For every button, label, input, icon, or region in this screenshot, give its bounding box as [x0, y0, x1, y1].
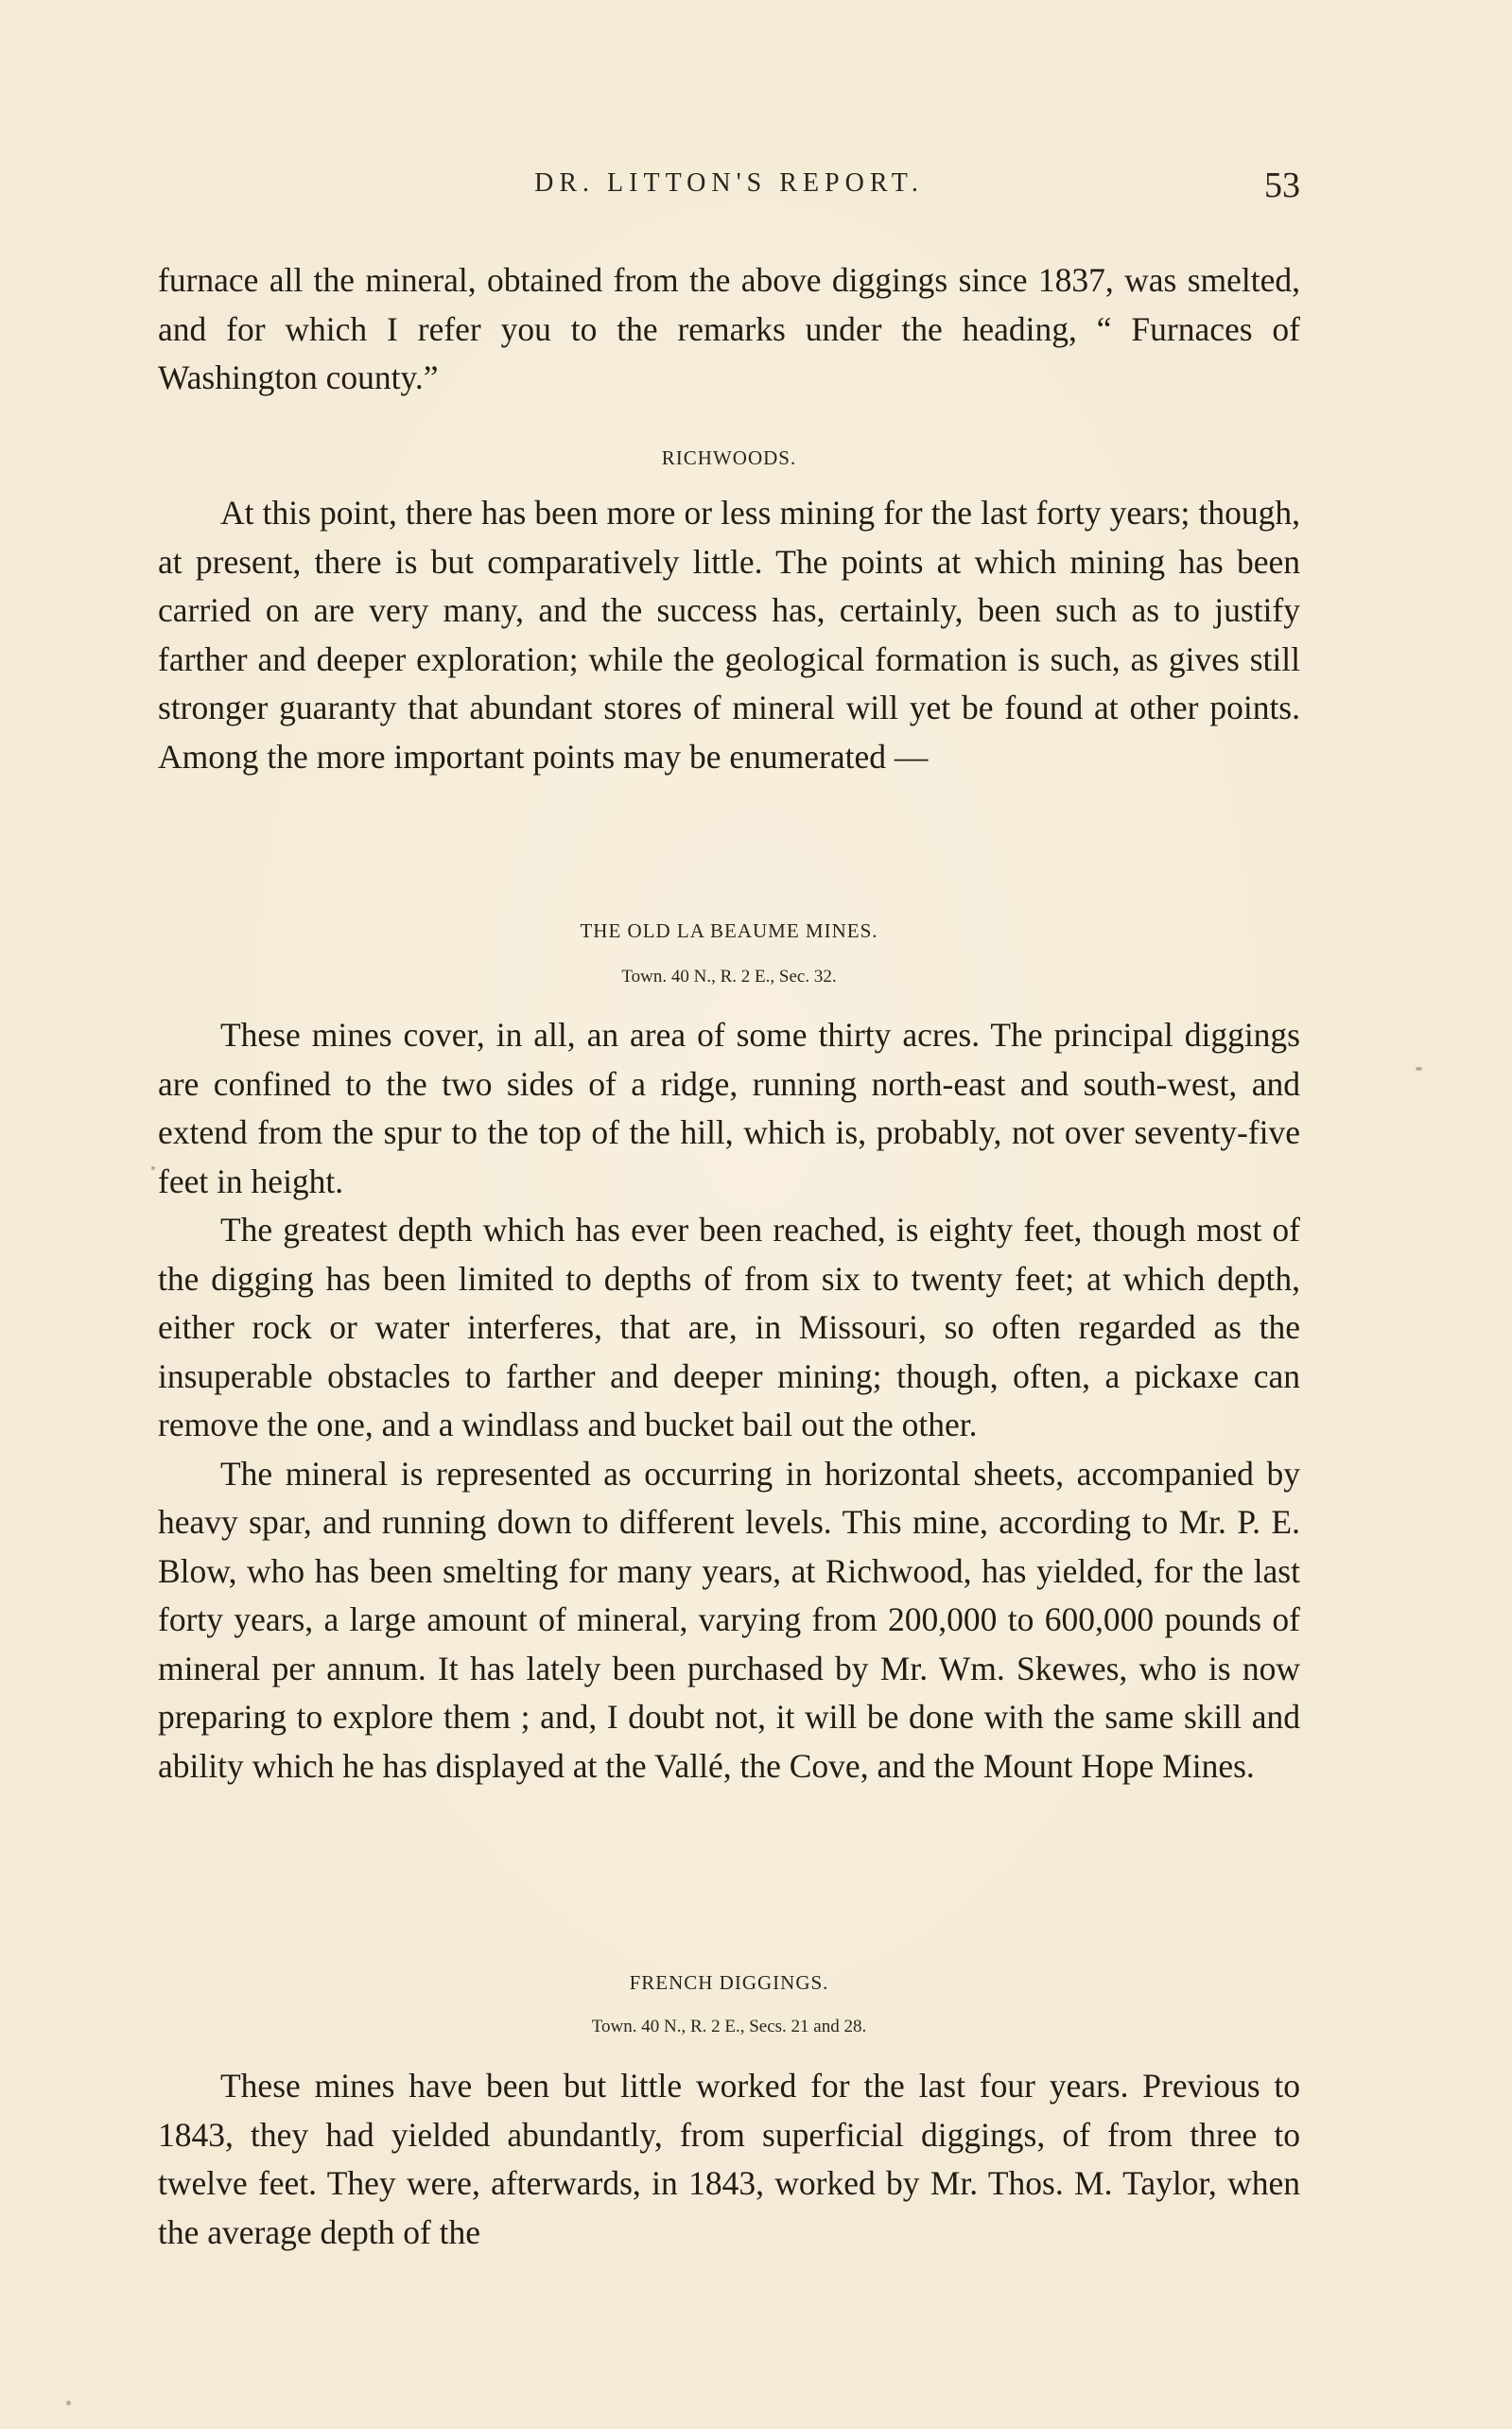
richwoods-paragraph — [158, 489, 1300, 781]
paper-speck — [1416, 1067, 1422, 1071]
la-beaume-paragraph-2: The greatest depth which has ever been reached, is eighty feet, though most of the digging has been limited to depths of from six to twenty feet; at which depth, either rock or water interferes, that are, in Missouri, so often regarded as the insuperable obstacles to farther and deeper mining; though, often, a pickaxe can remove the one, and a windlass and bucket bail out the other. — [158, 1211, 1300, 1443]
paper-speck — [151, 1166, 155, 1170]
french-diggings-paragraph-1: These mines have been but little worked for the last four years. Previous to 1843, they had yielded abundantly, from superficial diggings, of from three to twelve feet. They were, afterwards, in 1843, worked by Mr. Thos. M. Taylor, when the average depth of the — [158, 2067, 1300, 2251]
page-number: 53 — [1264, 166, 1300, 205]
paper-speck — [66, 2401, 71, 2405]
la-beaume-paragraph-1: These mines cover, in all, an area of some thirty acres. The principal diggings are confined to the two sides of a ridge, running north-east and south-west, and extend from the spur to the top of the hill, which is, probably, not over seventy-five feet in height. — [158, 1016, 1300, 1200]
la-beaume-location: Town. 40 N., R. 2 E., Sec. 32. — [621, 967, 837, 987]
section-heading-la-beaume: THE OLD LA BEAUME MINES. — [580, 919, 878, 942]
running-head — [158, 161, 1300, 218]
continuation-paragraph — [158, 256, 1300, 403]
la-beaume-paragraph-3: The mineral is represented as occurring in horizontal sheets, accompanied by heavy spar, and running down to different levels. This mine, according to Mr. P. E. Blow, who has been smelting for many years, at Richwood, has yielded, for the last forty years, a large amount of mineral, varying from 200,000 to 600,000 pounds of mineral per annum. It has lately been purchased by Mr. Wm. Skewes, who is now preparing to explore them ; and, I doubt not, it will be done with the same skill and ability which he has displayed at the Vallé, the Cove, and the Mount Hope Mines. — [158, 1454, 1300, 1785]
section-heading-richwoods: RICHWOODS. — [661, 446, 797, 469]
running-head-title: DR. LITTON'S REPORT. — [534, 168, 924, 198]
section-heading-french-diggings: FRENCH DIGGINGS. — [629, 1971, 829, 1994]
continuation-text: furnace all the mineral, obtained from the above diggings since 1837, was smelted, and for which I refer you to the remarks under the heading, “ Furnaces of Washington county.” — [158, 261, 1300, 396]
richwoods-text: At this point, there has been more or less mining for the last forty years; though, at present, there is but comparatively little. The points at which mining has been carried on are very many, and the success has, certainly, been such as to justify farther and deeper exploration; while the geological formation is such, as gives still stronger guaranty that abundant stores of mineral will yet be found at other points. Among the more important points may be enumerated — — [158, 494, 1300, 776]
french-diggings-body — [158, 2062, 1300, 2257]
french-diggings-location: Town. 40 N., R. 2 E., Secs. 21 and 28. — [591, 2017, 867, 2036]
la-beaume-body — [158, 1011, 1300, 1791]
